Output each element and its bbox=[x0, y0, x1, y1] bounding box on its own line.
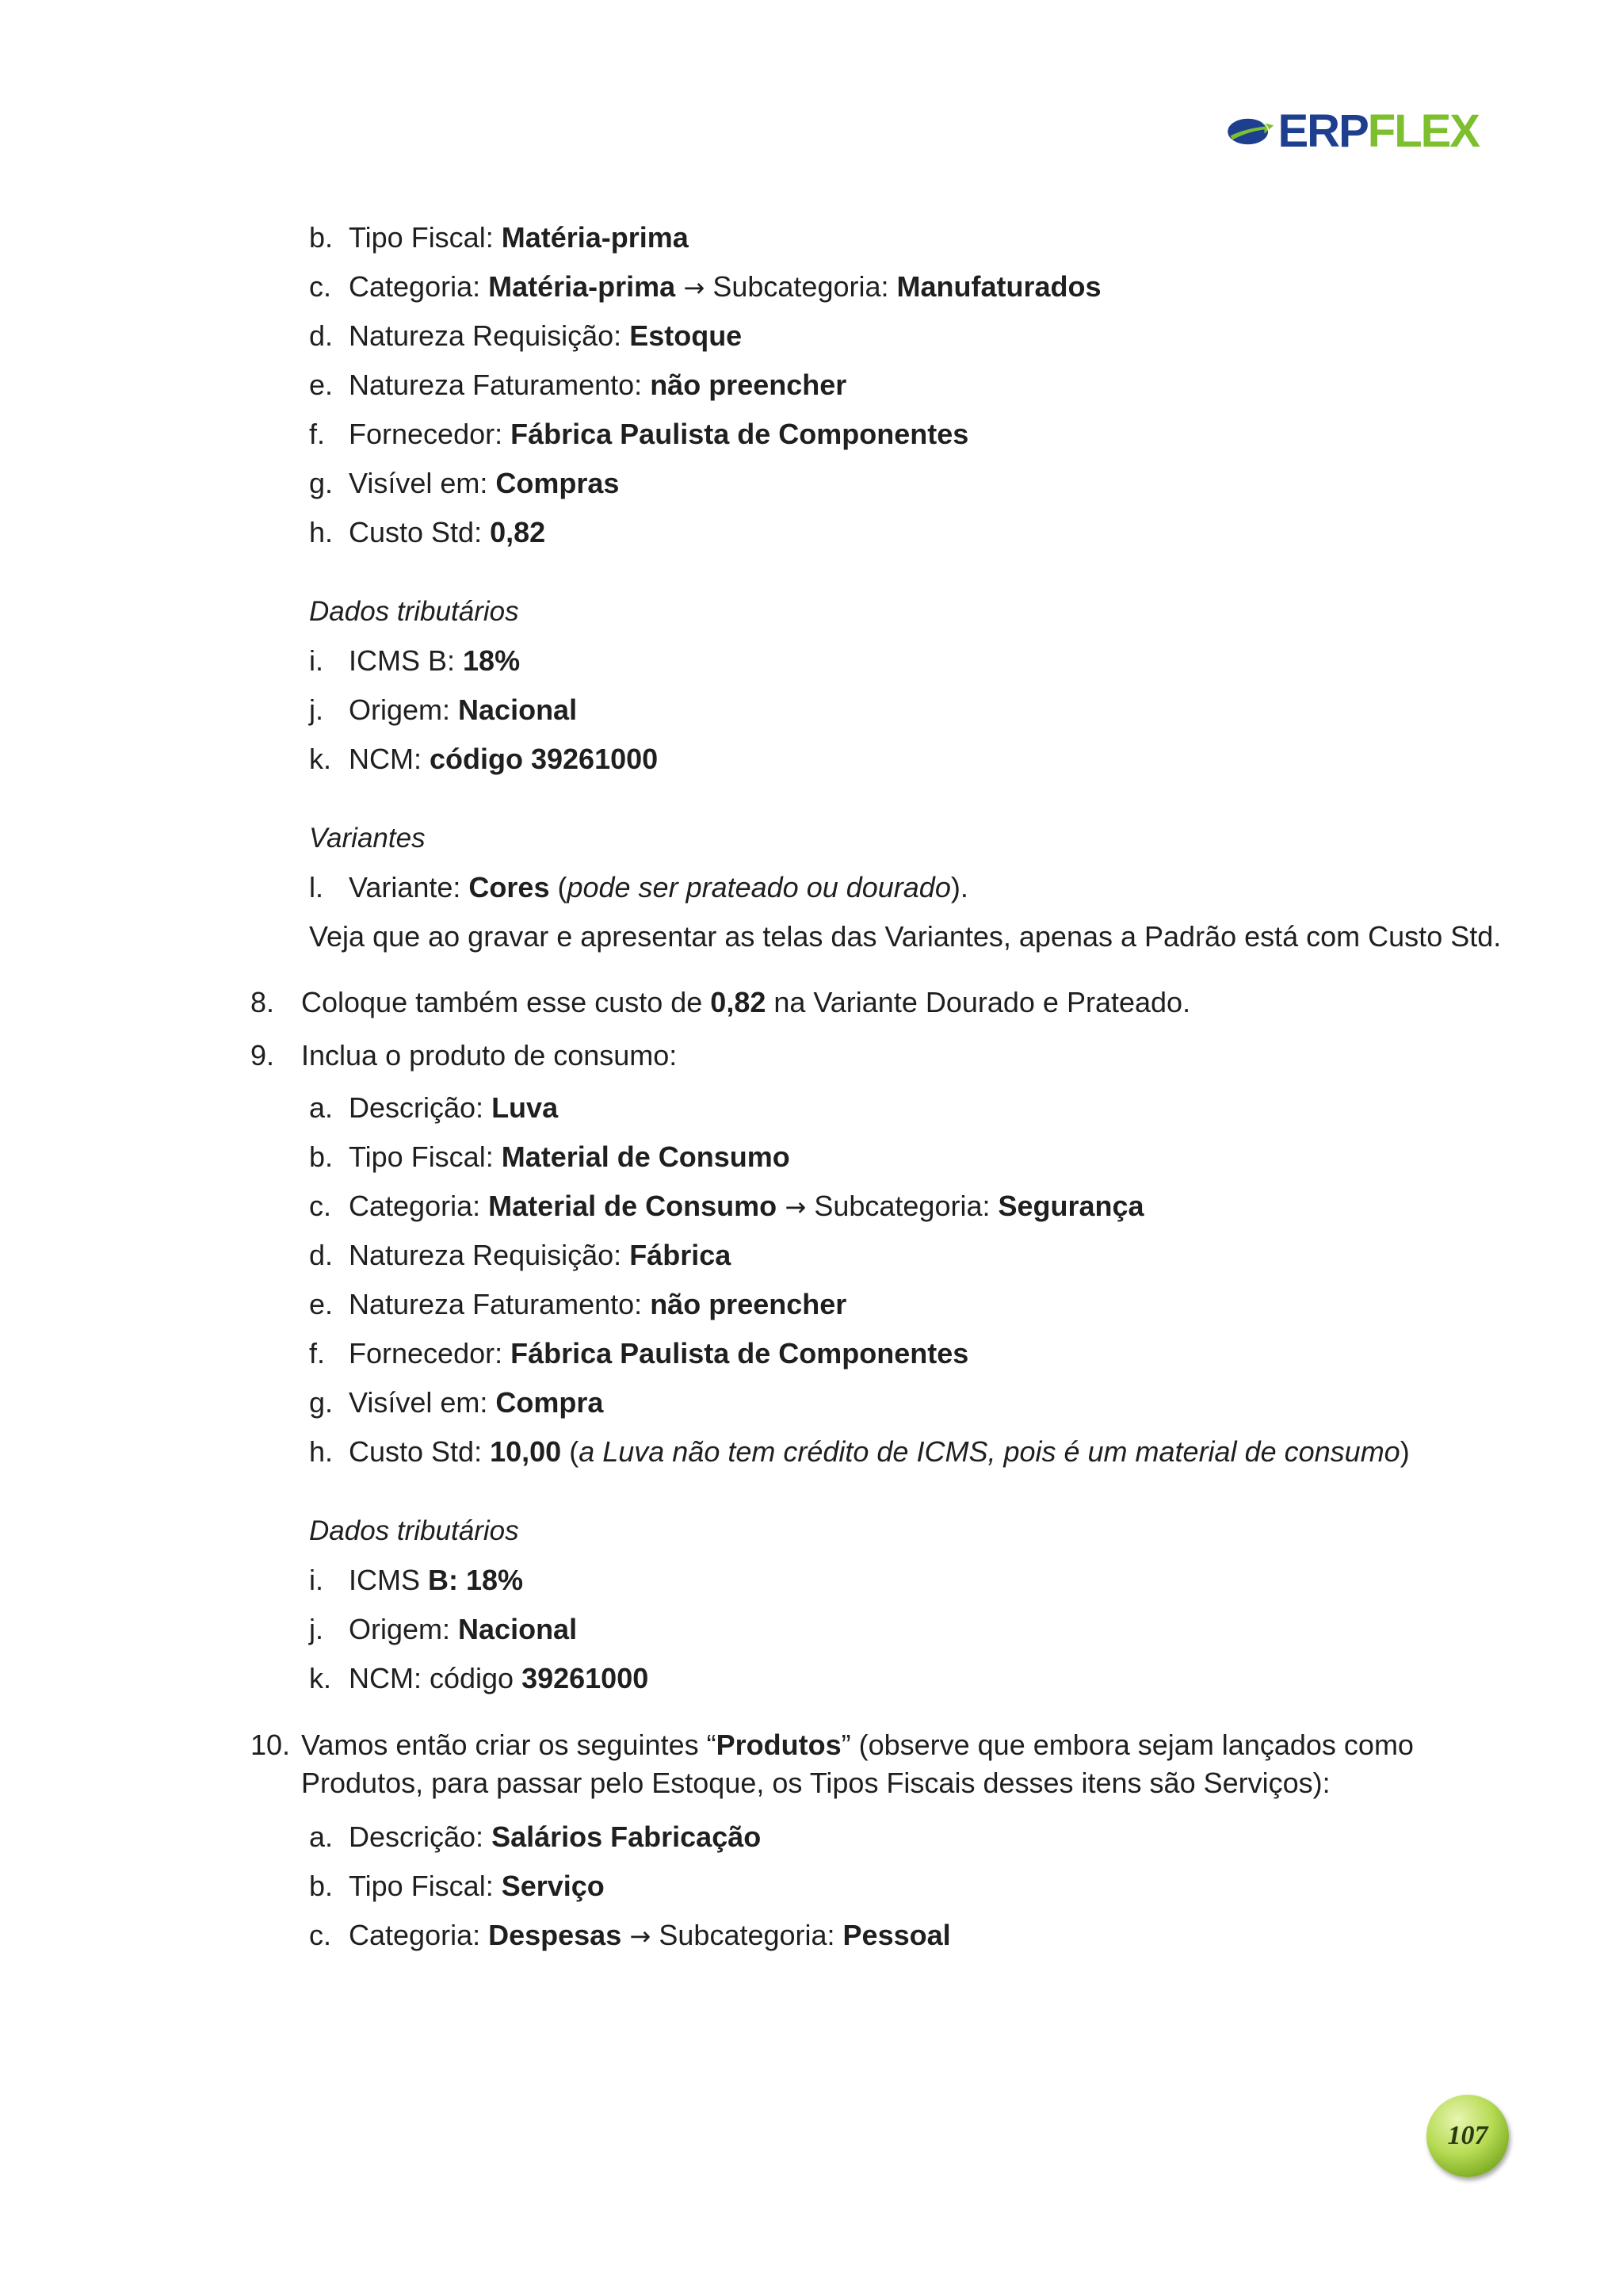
list-marker: g. bbox=[309, 467, 334, 499]
item-value: Compras bbox=[495, 467, 620, 499]
list-marker: d. bbox=[309, 319, 334, 352]
section-heading-dados-tributarios: Dados tributários bbox=[309, 596, 519, 627]
step-text-end: ” (observe que embora sejam lançados como bbox=[841, 1729, 1414, 1761]
arrow-right-icon: → bbox=[675, 273, 713, 303]
list-marker: b. bbox=[309, 221, 334, 254]
item-label: Tipo Fiscal: bbox=[349, 1140, 502, 1173]
item-value: Compra bbox=[495, 1386, 604, 1419]
item-note: a Luva não tem crédito de ICMS, pois é um material de consumo bbox=[579, 1435, 1400, 1468]
list-marker: f. bbox=[309, 1337, 326, 1370]
item-label: Variante: bbox=[349, 871, 469, 904]
item-sublabel: Subcategoria: bbox=[814, 1190, 999, 1222]
arrow-right-icon: → bbox=[777, 1192, 815, 1222]
list-marker: h. bbox=[309, 1435, 334, 1468]
paren-open: ( bbox=[561, 1435, 579, 1468]
item-label: ICMS B: bbox=[349, 644, 464, 677]
step-text: Inclua o produto de consumo: bbox=[301, 1039, 678, 1072]
list-marker: i. bbox=[309, 644, 323, 677]
item-value: Luva bbox=[491, 1091, 559, 1124]
list-marker: c. bbox=[309, 1190, 332, 1222]
step-number: 10. bbox=[250, 1729, 291, 1761]
list-marker: b. bbox=[309, 1140, 334, 1173]
item-label: Descrição: bbox=[349, 1091, 492, 1124]
item-label: Tipo Fiscal: bbox=[349, 1870, 502, 1902]
item-value: Fábrica bbox=[629, 1239, 731, 1271]
step-number: 9. bbox=[250, 1039, 275, 1072]
step-text: Coloque também esse custo de bbox=[301, 986, 711, 1018]
item-label: Categoria: bbox=[349, 270, 489, 303]
item-value: Material de Consumo bbox=[501, 1140, 790, 1173]
logo-erp: ERP bbox=[1277, 105, 1368, 157]
item-label: Visível em: bbox=[349, 467, 496, 499]
item-label: Fornecedor: bbox=[349, 1337, 511, 1370]
step-number: 8. bbox=[250, 986, 275, 1018]
item-value: Matéria-prima bbox=[501, 221, 689, 254]
logo-wordmark bbox=[1277, 105, 1480, 157]
item-label: NCM: bbox=[349, 743, 430, 775]
item-value: Cores bbox=[468, 871, 550, 904]
item-value: Despesas bbox=[488, 1919, 622, 1951]
step-text-end: na Variante Dourado e Prateado. bbox=[766, 986, 1191, 1018]
item-value: Estoque bbox=[629, 319, 743, 352]
item-label: NCM: código bbox=[349, 1662, 522, 1694]
list-marker: a. bbox=[309, 1820, 334, 1853]
item-value: 39261000 bbox=[521, 1662, 649, 1694]
item-label: Visível em: bbox=[349, 1386, 496, 1419]
step-value: Produtos bbox=[716, 1729, 842, 1761]
paren-open: ( bbox=[549, 871, 567, 904]
list-marker: d. bbox=[309, 1239, 334, 1271]
list-marker: k. bbox=[309, 743, 332, 775]
item-label: Origem: bbox=[349, 693, 459, 726]
item-label: Custo Std: bbox=[349, 516, 491, 548]
list-marker: c. bbox=[309, 270, 332, 303]
section-heading-variantes: Variantes bbox=[309, 823, 426, 854]
item-label: Fornecedor: bbox=[349, 418, 511, 450]
step-10-continuation: Produtos, para passar pelo Estoque, os Tipos Fiscais desses itens são Serviços): bbox=[301, 1767, 1331, 1799]
item-label: ICMS bbox=[349, 1564, 429, 1596]
item-sublabel: Subcategoria: bbox=[659, 1919, 843, 1951]
item-value: Nacional bbox=[458, 1613, 578, 1645]
item-subvalue: Manufaturados bbox=[896, 270, 1102, 303]
item-label: Natureza Faturamento: bbox=[349, 1288, 651, 1320]
item-value: não preencher bbox=[650, 1288, 847, 1320]
item-label: Origem: bbox=[349, 1613, 459, 1645]
erpflex-logo bbox=[1225, 100, 1479, 163]
item-label: Natureza Requisição: bbox=[349, 319, 630, 352]
item-label: Custo Std: bbox=[349, 1435, 491, 1468]
list-marker: c. bbox=[309, 1919, 332, 1951]
item-value: B: 18% bbox=[428, 1564, 524, 1596]
step-text: Vamos então criar os seguintes “ bbox=[301, 1729, 716, 1761]
item-label: Categoria: bbox=[349, 1190, 489, 1222]
item-subvalue: Pessoal bbox=[842, 1919, 951, 1951]
logo-flex: FLEX bbox=[1367, 105, 1479, 157]
item-label: Tipo Fiscal: bbox=[349, 221, 502, 254]
item-subvalue: Segurança bbox=[998, 1190, 1144, 1222]
item-value: não preencher bbox=[650, 369, 847, 401]
arrow-right-icon: → bbox=[621, 1921, 659, 1951]
variants-note: Veja que ao gravar e apresentar as telas das Variantes, apenas a Padrão está com Custo Std. bbox=[309, 920, 1502, 953]
item-value: Fábrica Paulista de Componentes bbox=[510, 1337, 969, 1370]
list-marker: k. bbox=[309, 1662, 332, 1694]
page-number-badge bbox=[1426, 2095, 1509, 2177]
item-value: código 39261000 bbox=[430, 743, 659, 775]
list-marker: b. bbox=[309, 1870, 334, 1902]
list-marker: l. bbox=[309, 871, 323, 904]
item-value: 0,82 bbox=[490, 516, 546, 548]
erpflex-swoosh-icon bbox=[1225, 103, 1275, 160]
item-label: Categoria: bbox=[349, 1919, 489, 1951]
list-marker: a. bbox=[309, 1091, 334, 1124]
section-heading-dados-tributarios: Dados tributários bbox=[309, 1515, 519, 1546]
item-value: Matéria-prima bbox=[488, 270, 676, 303]
paren-close: ). bbox=[950, 871, 968, 904]
list-marker: j. bbox=[309, 693, 323, 726]
item-value: Fábrica Paulista de Componentes bbox=[510, 418, 969, 450]
item-value: 10,00 bbox=[490, 1435, 562, 1468]
item-value: Nacional bbox=[458, 693, 578, 726]
list-marker: g. bbox=[309, 1386, 334, 1419]
item-label: Natureza Requisição: bbox=[349, 1239, 630, 1271]
list-marker: f. bbox=[309, 418, 326, 450]
item-label: Natureza Faturamento: bbox=[349, 369, 651, 401]
list-marker: i. bbox=[309, 1564, 323, 1596]
list-marker: h. bbox=[309, 516, 334, 548]
paren-close: ) bbox=[1400, 1435, 1410, 1468]
list-marker: e. bbox=[309, 1288, 334, 1320]
step-value: 0,82 bbox=[710, 986, 766, 1018]
item-sublabel: Subcategoria: bbox=[712, 270, 897, 303]
item-value: Salários Fabricação bbox=[491, 1820, 762, 1853]
item-value: 18% bbox=[463, 644, 521, 677]
item-label: Descrição: bbox=[349, 1820, 492, 1853]
list-marker: j. bbox=[309, 1613, 323, 1645]
list-marker: e. bbox=[309, 369, 334, 401]
item-value: Material de Consumo bbox=[488, 1190, 777, 1222]
page-number: 107 bbox=[1447, 2121, 1488, 2150]
item-value: Serviço bbox=[501, 1870, 605, 1902]
item-note: pode ser prateado ou dourado bbox=[567, 871, 951, 904]
